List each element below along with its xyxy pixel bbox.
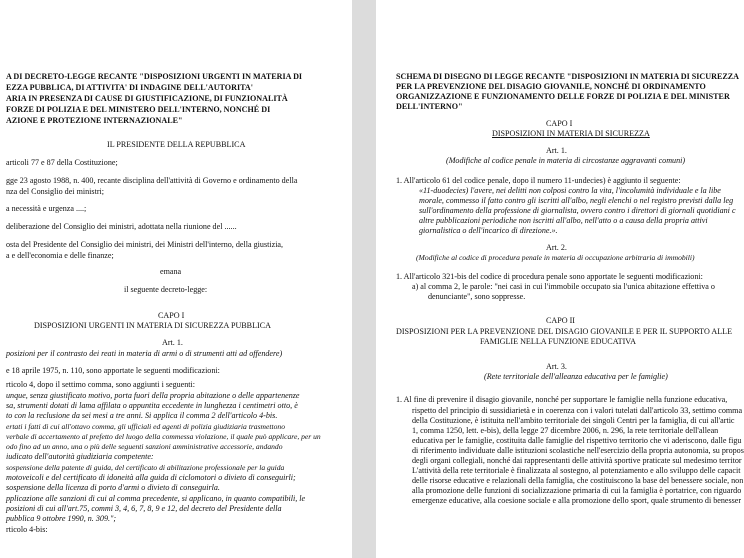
capo-title: FAMIGLIE NELLA FUNZIONE EDUCATIVA — [480, 337, 636, 346]
article-intro: e 18 aprile 1975, n. 110, sono apportate le seguenti modificazioni: — [6, 366, 220, 375]
body-line: morale, commesso il fatto contro gli iscritti all'albo, negli elenchi o nel registro previsti dalla leg — [419, 196, 734, 205]
body-line: 1. Al fine di prevenire il disagio giovanile, nonché per supportare le famiglie nella funzione educativa, — [396, 395, 728, 404]
preamble-line: nza del Consiglio dei ministri; — [6, 187, 105, 196]
emana-text: emana — [160, 267, 182, 276]
capo-heading: CAPO I — [546, 119, 573, 128]
left-title-line: ARIA IN PRESENZA DI CAUSE DI GIUSTIFICAZIONE, DI FUNZIONALITÀ — [6, 94, 288, 103]
body-line: iudicato dell'autorità giudiziaria competente: — [6, 452, 154, 461]
article-heading: (Modifiche al codice penale in materia di circostanze aggravanti comuni) — [446, 156, 686, 165]
right-title-line: DELL'INTERNO" — [396, 102, 463, 111]
body-line: rticolo 4-bis: — [6, 525, 48, 534]
body-line: ertati i fatti di cui all'ottavo comma, gli ufficiali ed agenti di polizia giudiziaria trasmettono — [6, 422, 285, 431]
preamble-line: a e dell'economia e delle finanze; — [6, 251, 114, 260]
capo-title: DISPOSIZIONI IN MATERIA DI SICUREZZA — [492, 129, 650, 138]
body-line: sa, strumenti dotati di lama affilata o appuntita eccedente in lunghezza i centimetri otto, è — [6, 401, 298, 410]
right-title-line: SCHEMA DI DISEGNO DI LEGGE RECANTE "DISPOSIZIONI IN MATERIA DI SICUREZZA — [396, 72, 740, 81]
capo-heading: CAPO I — [158, 311, 185, 320]
preamble-line: osta del Presidente del Consiglio dei ministri, dei Ministri dell'interno, della giustizia, — [6, 240, 284, 249]
preamble-line: a necessità e urgenza ....; — [6, 204, 87, 213]
article-heading: (Rete territoriale dell'alleanza educativa per le famiglie) — [484, 372, 668, 381]
body-line: motoveicoli e del certificato di idoneità alla guida di ciclomotori o divieto di conseguirli; — [6, 473, 296, 482]
body-line: L'attività della rete territoriale è finalizzata al sostegno, al potenziamento e allo sviluppo delle capacit — [412, 466, 741, 475]
left-title-line: FORZE DI POLIZIA E DEL MINISTERO DELL'INTERNO, NONCHÉ DI — [6, 105, 271, 114]
left-title-line: AZIONE E PROTEZIONE INTERNAZIONALE" — [6, 116, 183, 125]
body-line: 1. All'articolo 321-bis del codice di procedura penale sono apportate le seguenti modificazioni: — [396, 272, 703, 281]
body-line: a) al comma 2, le parole: "nei casi in cui l'immobile occupato sia l'unica abitazione effettiva o — [412, 282, 715, 291]
body-line: di riferimento individuate dalle istituzioni scolastiche nell'esercizio della propria autonomia, su propos — [412, 446, 744, 455]
body-line: della Costituzione, è istituita nell'ambito territoriale dei singoli Centri per la famiglia, di cui all'artic — [412, 416, 735, 425]
body-line: unque, senza giustificato motivo, porta fuori della propria abitazione o delle appartenenze — [6, 391, 300, 400]
body-line: 1, comma 1250, lett. e-bis), della legge 27 dicembre 2006, n. 296, la rete territoriale dell'allean — [412, 426, 719, 435]
body-line: altre pubblicazioni periodiche non iscritti all'albo, nell'atto o a causa della propria attivi — [419, 216, 708, 225]
right-title-line: ORGANIZZAZIONE E FUNZIONAMENTO DELLE FORZE DI POLIZIA E DEL MINISTER — [396, 92, 730, 101]
article-number: Art. 2. — [546, 243, 567, 252]
article-number: Art. 1. — [162, 338, 183, 347]
body-line: emergenze educative, alla coesione sociale e alla promozione dello sport, quale strumento di benesser — [412, 496, 742, 505]
body-line: posizioni di cui all'art.75, commi 3, 4, 6, 7, 8, 9 e 12, del decreto del Presidente della — [6, 504, 282, 513]
right-title-line: PER LA PREVENZIONE DEL DISAGIO GIOVANILE, NONCHÉ DI ORDINAMENTO — [396, 82, 706, 91]
body-line: 1. All'articolo 61 del codice penale, dopo il numero 11-undecies) è aggiunto il seguente: — [396, 176, 681, 185]
preamble-line: gge 23 agosto 1988, n. 400, recante disciplina dell'attività di Governo e ordinamento della — [6, 176, 298, 185]
body-line: rticolo 4, dopo il settimo comma, sono aggiunti i seguenti: — [6, 380, 196, 389]
body-line: pplicazione alle sanzioni di cui al comma precedente, si applicano, in quanto compatibili, le — [6, 494, 306, 503]
left-document-page — [0, 0, 352, 558]
body-line: sull'ordinamento della professione di giornalista, ovvero contro i direttori di giornali quotidiani c — [419, 206, 736, 215]
preamble-line: articoli 77 e 87 della Costituzione; — [6, 158, 118, 167]
president-heading: IL PRESIDENTE DELLA REPUBBLICA — [107, 140, 246, 149]
body-line: «11-duodecies) l'avere, nei delitti non colposi contro la vita, l'incolumità individuale e la libe — [419, 186, 721, 195]
article-heading: (Modifiche al codice di procedura penale in materia di occupazione arbitraria di immobili) — [416, 253, 695, 262]
article-heading: posizioni per il contrasto dei reati in materia di armi o di strumenti atti ad offendere) — [6, 349, 283, 358]
body-line: pubblica 9 ottobre 1990, n. 309."; — [6, 514, 117, 523]
body-line: denunciante", sono soppresse. — [428, 292, 526, 301]
capo-heading: CAPO II — [546, 316, 576, 325]
body-line: sospensione della patente di guida, del certificato di abilitazione professionale per la guida — [6, 463, 285, 472]
capo-title: DISPOSIZIONI PER LA PREVENZIONE DEL DISAGIO GIOVANILE E PER IL SUPPORTO ALLE — [396, 327, 733, 336]
body-line: educativa per le famiglie, costituita dalle famiglie del rispettivo territorio che vi aderiscono, dalle figu — [412, 436, 742, 445]
preamble-line: deliberazione del Consiglio dei ministri, adottata nella riunione del ...... — [6, 222, 237, 231]
body-line: alla promozione delle funzioni di socializzazione primaria di cui la famiglia è portatrice, con riguardo — [412, 486, 742, 495]
body-line: odo fino ad un anno, una o più delle seguenti sanzioni amministrative accessorie, andando — [6, 442, 283, 451]
left-title-line: EZZA PUBBLICA, DI ATTIVITA' DI INDAGINE DELL'AUTORITA' — [6, 83, 253, 92]
capo-title: DISPOSIZIONI URGENTI IN MATERIA DI SICUREZZA PUBBLICA — [34, 321, 271, 330]
body-line: giornalistica o dell'incarico di direzione.». — [419, 226, 558, 235]
left-title-line: A DI DECRETO-LEGGE RECANTE "DISPOSIZIONI URGENTI IN MATERIA DI — [6, 72, 303, 81]
body-line: degli organi collegiali, nonché dai rappresentanti delle attività sportive praticate sul medesimo territor — [412, 456, 742, 465]
body-line: to con la reclusione da sei mesi a tre anni. Si applica il comma 2 dell'articolo 4-bis. — [6, 411, 278, 420]
right-document-page — [376, 0, 744, 558]
body-line: delle risorse educative e relazionali della famiglia, che costituiscono la base del benessere sociale, non — [412, 476, 744, 485]
decree-line: il seguente decreto-legge: — [124, 285, 208, 294]
body-line: sospensione della licenza di porto d'armi o divieto di conseguirla. — [6, 483, 220, 492]
body-line: rispetto del principio di sussidiarietà e in coerenza con i valori tutelati dall'articolo 33, settimo comma — [412, 406, 743, 415]
article-number: Art. 1. — [546, 146, 567, 155]
article-number: Art. 3. — [546, 362, 567, 371]
body-line: verbale di accertamento al prefetto del luogo della commessa violazione, il quale può applicare, per un — [6, 432, 321, 441]
